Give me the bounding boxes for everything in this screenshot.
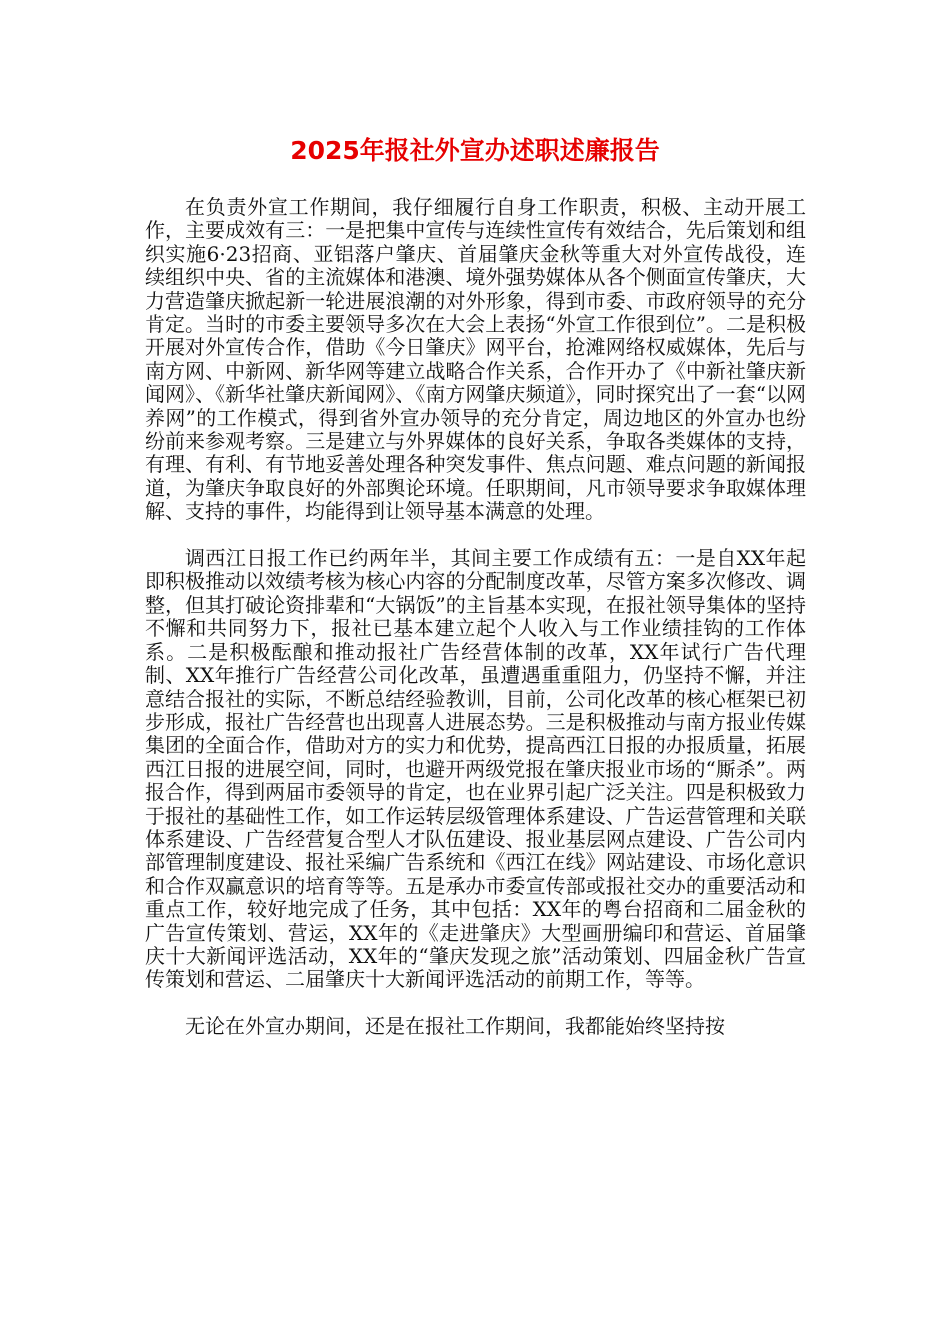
paragraph-2: 调西江日报工作已约两年半，其间主要工作成绩有五：一是自XX年起即积极推动以效绩考核为核心内容的分配制度改革，尽管方案多次修改、调整，但其打破论资排辈和“大锅饭”的主旨基本实现，在报社领导集体的坚持不懈和共同努力下，报社已基本建立起个人收入与工作业绩挂钩的工作体系。二是积极酝酿和推动报社广告经营体制的改革，XX年试行广告代理制、XX年推行广告经营公司化改革，虽遭遇重重阻力，仍坚持不懈，并注意结合报社的实际，不断总结经验教训，目前，公司化改革的核心框架已初步形成，报社广告经营也出现喜人进展态势。三是积极推动与南方报业传媒集团的全面合作，借助对方的实力和优势，提高西江日报的办报质量，拓展西江日报的进展空间，同时，也避开两级党报在肇庆报业市场的“厮杀”。两报合作，得到两届市委领导的肯定，也在业界引起广泛关注。四是积极致力于报社的基础性工作，如工作运转层级管理体系建设、广告运营管理和关联体系建设、广告经营复合型人才队伍建设、报业基层网点建设、广告公司内部管理制度建设、报社采编广告系统和《西江在线》网站建设、市场化意识和合作双赢意识的培育等等。五是承办市委宣传部或报社交办的重要活动和重点工作，较好地完成了任务，其中包括：XX年的粤台招商和二届金秋的广告宣传策划、营运，XX年的《走进肇庆》大型画册编印和营运、首届肇庆十大新闻评选活动，XX年的“肇庆发现之旅”活动策划、四届金秋广告宣传策划和营运、二届肇庆十大新闻评选活动的前期工作，等等。 [145,546,806,992]
document-body [145,196,806,1062]
paragraph-1: 在负责外宣工作期间，我仔细履行自身工作职责，积极、主动开展工作，主要成效有三：一是把集中宣传与连续性宣传有效结合，先后策划和组织实施6·23招商、亚铝落户肇庆、首届肇庆金秋等重大对外宣传战役，连续组织中央、省的主流媒体和港澳、境外强势媒体从各个侧面宣传肇庆，大力营造肇庆掀起新一轮进展浪潮的对外形象，得到市委、市政府领导的充分肯定。当时的市委主要领导多次在大会上表扬“外宣工作很到位”。二是积极开展对外宣传合作，借助《今日肇庆》网平台，抢滩网络权威媒体，先后与南方网、中新网、新华网等建立战略合作关系，合作开办了《中新社肇庆新闻网》、《新华社肇庆新闻网》、《南方网肇庆频道》，同时探究出了一套“以网养网”的工作模式，得到省外宣办领导的充分肯定，周边地区的外宣办也纷纷前来参观考察。三是建立与外界媒体的良好关系，争取各类媒体的支持，有理、有利、有节地妥善处理各种突发事件、焦点问题、难点问题的新闻报道，为肇庆争取良好的外部舆论环境。任职期间，凡市领导要求争取媒体理解、支持的事件，均能得到让领导基本满意的处理。 [145,195,806,524]
document-title: 2025年报社外宣办述职述廉报告 [290,136,660,165]
paragraph-3: 无论在外宣办期间，还是在报社工作期间，我都能始终坚持按 [185,1014,725,1039]
